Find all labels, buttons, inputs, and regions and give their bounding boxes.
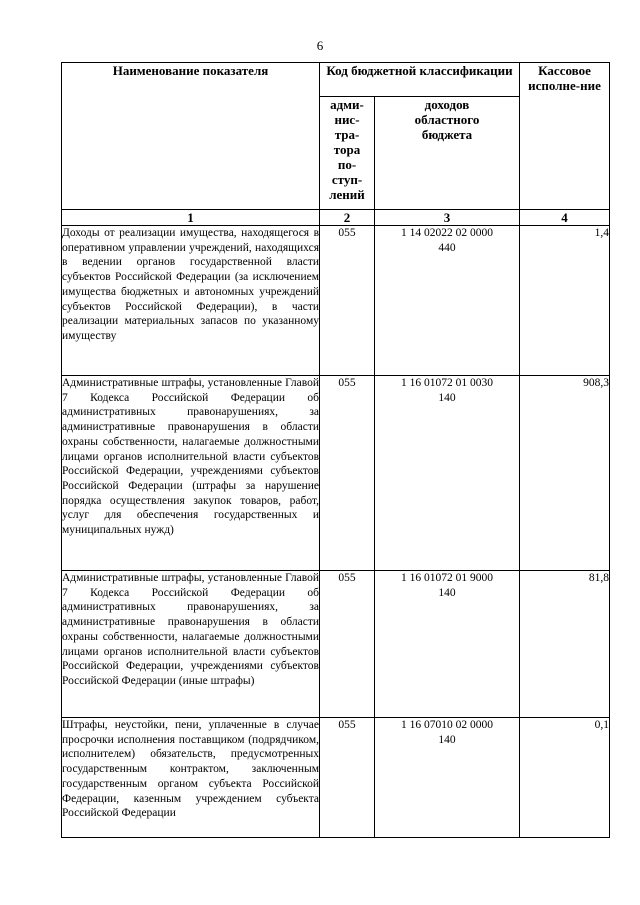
header-administrator-text: адми- нис- тра- тора по- ступ- лений [329, 97, 365, 202]
header-indicator-name: Наименование показателя [62, 63, 320, 210]
row-admin-code: 055 [320, 571, 375, 718]
header-cash-execution-text: Кассовое исполне-ние [528, 63, 601, 93]
row-admin-code: 055 [320, 226, 375, 376]
row-indicator-name: Штрафы, неустойки, пени, уплаченные в случае просрочки исполнения поставщиком (подрядчиком, исполнителем) обязательств, предусмотренных государственным контрактом, заключенным государственным органом субъекта Российской Федерации, казенным учреждением субъекта Российской Федерации [62, 718, 320, 838]
table-row [62, 718, 610, 838]
page-number: 6 [316, 38, 324, 53]
header-cash-execution [520, 63, 610, 210]
row-income-code [375, 571, 520, 718]
row-cash-execution: 0,1 [520, 718, 610, 838]
row-income-code [375, 718, 520, 838]
col-number-4: 4 [520, 210, 610, 226]
row-admin-code: 055 [320, 376, 375, 571]
row-cash-execution: 908,3 [520, 376, 610, 571]
header-regional-income [375, 97, 520, 210]
row-cash-execution: 81,8 [520, 571, 610, 718]
budget-table [61, 62, 610, 838]
col-number-2: 2 [320, 210, 375, 226]
row-income-code-text: 1 16 01072 01 0030 140 [401, 377, 493, 404]
row-income-code-text: 1 14 02022 02 0000 440 [401, 227, 493, 254]
header-regional-income-text: доходов областного бюджета [414, 97, 480, 142]
table-row [62, 571, 610, 718]
row-income-code [375, 226, 520, 376]
row-indicator-name: Административные штрафы, установленные Главой 7 Кодекса Российской Федерации об административных правонарушениях, за административные правонарушения в области охраны собственности, налагаемые должностными лицами органов исполнительной власти субъектов Российской Федерации, учреждениями субъектов Российской Федерации (иные штрафы) [62, 571, 320, 718]
col-number-3: 3 [375, 210, 520, 226]
row-admin-code: 055 [320, 718, 375, 838]
row-cash-execution: 1,4 [520, 226, 610, 376]
row-income-code-text: 1 16 07010 02 0000 140 [401, 719, 493, 746]
header-administrator [320, 97, 375, 210]
header-budget-classification-code: Код бюджетной классификации [320, 63, 520, 97]
row-indicator-name: Доходы от реализации имущества, находящегося в оперативном управлении учреждений, находящихся в ведении органов государственной власти субъектов Российской Федерации (за исключением имущества бюджетных и автономных учреждений субъектов Российской Федерации), в части реализации материальных запасов по указанному имуществу [62, 226, 320, 376]
row-income-code-text: 1 16 01072 01 9000 140 [401, 572, 493, 599]
table-row [62, 376, 610, 571]
row-indicator-name: Административные штрафы, установленные Главой 7 Кодекса Российской Федерации об административных правонарушениях, за административные правонарушения в области охраны собственности, налагаемые должностными лицами органов исполнительной власти субъектов Российской Федерации, учреждениями субъектов Российской Федерации (штрафы за нарушение порядка осуществления закупок товаров, работ, услуг для обеспечения государственных и муниципальных нужд) [62, 376, 320, 571]
col-number-1: 1 [62, 210, 320, 226]
row-income-code [375, 376, 520, 571]
table-row [62, 226, 610, 376]
